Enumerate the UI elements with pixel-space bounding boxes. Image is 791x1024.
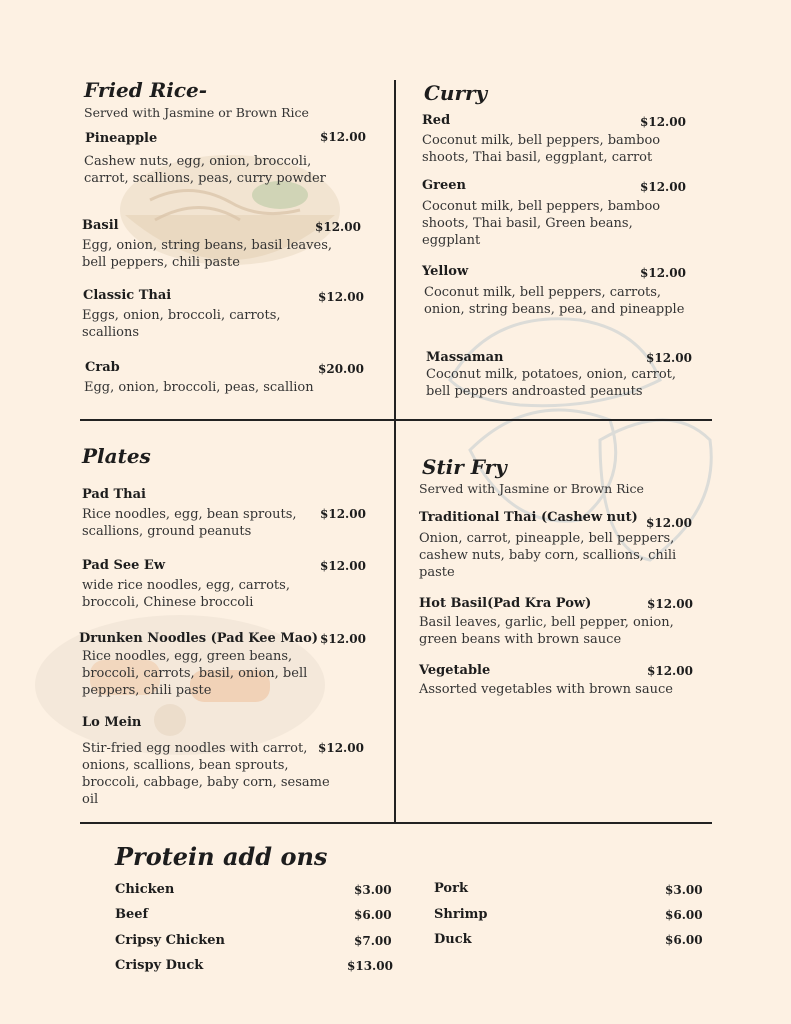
menu-item-price: $12.00 <box>646 516 692 530</box>
menu-item-name: Lo Mein <box>82 715 142 730</box>
menu-item-description: Coconut milk, bell peppers, bamboo shoots, Thai basil, eggplant, carrot <box>422 133 661 165</box>
menu-item-price: $12.00 <box>318 741 364 755</box>
menu-item-description: Coconut milk, bell peppers, carrots, onion, string beans, pea, and pineapple <box>424 285 685 317</box>
protein-name: Crispy Duck <box>115 958 204 973</box>
protein-name: Beef <box>115 907 149 922</box>
middle-horizontal-divider <box>80 419 712 421</box>
menu-item-name: Basil <box>82 218 119 233</box>
menu-item-price: $12.00 <box>320 632 366 646</box>
menu-item-description: wide rice noodles, egg, carrots, broccoli, Chinese broccoli <box>82 578 290 610</box>
protein-price: $6.00 <box>665 908 703 922</box>
protein-price: $7.00 <box>354 934 392 948</box>
menu-item-description: Coconut milk, bell peppers, bamboo shoots, Thai basil, Green beans, eggplant <box>422 199 661 248</box>
menu-item-price: $12.00 <box>640 180 686 194</box>
menu-item-description: Basil leaves, garlic, bell pepper, onion, green beans with brown sauce <box>419 615 674 647</box>
protein-price: $3.00 <box>354 883 392 897</box>
menu-item-price: $20.00 <box>318 362 364 376</box>
menu-item-name: Drunken Noodles (Pad Kee Mao) <box>79 631 318 646</box>
fried-rice-subtitle: Served with Jasmine or Brown Rice <box>84 105 309 120</box>
menu-item-name: Green <box>422 178 466 193</box>
menu-item-description: Stir-fried egg noodles with carrot, onions, scallions, bean sprouts, broccoli, cabbage, baby corn, sesame oil <box>82 741 330 807</box>
center-vertical-divider <box>394 80 396 823</box>
menu-item-price: $12.00 <box>315 220 361 234</box>
menu-item-description: Rice noodles, egg, green beans, broccoli, carrots, basil, onion, bell peppers, chili paste <box>82 649 308 698</box>
protein-name: Cripsy Chicken <box>115 933 226 948</box>
protein-name: Chicken <box>115 882 175 897</box>
menu-item-price: $12.00 <box>646 351 692 365</box>
protein-price: $6.00 <box>665 933 703 947</box>
stir-fry-subtitle: Served with Jasmine or Brown Rice <box>419 481 644 496</box>
menu-item-name: Pad See Ew <box>82 558 166 573</box>
protein-add-ons-title: Protein add ons <box>115 842 328 871</box>
menu-item-description: Egg, onion, string beans, basil leaves, bell peppers, chili paste <box>82 238 333 270</box>
menu-item-description: Eggs, onion, broccoli, carrots, scallions <box>82 308 281 340</box>
protein-name: Pork <box>434 881 468 896</box>
bottom-horizontal-divider <box>80 822 712 824</box>
menu-item-price: $12.00 <box>318 290 364 304</box>
menu-item-name: Yellow <box>422 264 469 279</box>
menu-item-name: Massaman <box>426 350 504 365</box>
plates-title: Plates <box>82 444 151 468</box>
menu-item-name: Red <box>422 113 451 128</box>
menu-item-name: Crab <box>85 360 120 375</box>
menu-item-description: Assorted vegetables with brown sauce <box>419 682 673 697</box>
menu-item-name: Hot Basil(Pad Kra Pow) <box>419 596 592 611</box>
menu-item-description: Coconut milk, potatoes, onion, carrot, bell peppers androasted peanuts <box>426 367 677 399</box>
menu-item-price: $12.00 <box>647 597 693 611</box>
menu-item-name: Pad Thai <box>82 487 146 502</box>
menu-item-name: Pineapple <box>85 131 158 146</box>
menu-item-price: $12.00 <box>320 559 366 573</box>
menu-item-description: Cashew nuts, egg, onion, broccoli, carrot, scallions, peas, curry powder <box>84 154 326 186</box>
menu-item-price: $12.00 <box>640 266 686 280</box>
protein-price: $13.00 <box>347 959 393 973</box>
menu-item-name: Classic Thai <box>83 288 172 303</box>
menu-item-name: Vegetable <box>419 663 491 678</box>
stir-fry-title: Stir Fry <box>422 455 507 479</box>
protein-price: $6.00 <box>354 908 392 922</box>
curry-title: Curry <box>424 81 488 105</box>
protein-price: $3.00 <box>665 883 703 897</box>
fried-rice-title: Fried Rice- <box>84 78 208 102</box>
menu-item-description: Egg, onion, broccoli, peas, scallion <box>84 380 314 395</box>
protein-name: Shrimp <box>434 907 488 922</box>
menu-item-price: $12.00 <box>320 507 366 521</box>
menu-item-name: Traditional Thai (Cashew nut) <box>419 510 638 525</box>
menu-item-description: Rice noodles, egg, bean sprouts, scallions, ground peanuts <box>82 507 297 539</box>
protein-name: Duck <box>434 932 472 947</box>
menu-item-price: $12.00 <box>647 664 693 678</box>
menu-item-price: $12.00 <box>320 130 366 144</box>
menu-item-description: Onion, carrot, pineapple, bell peppers, cashew nuts, baby corn, scallions, chili paste <box>419 531 677 580</box>
menu-item-price: $12.00 <box>640 115 686 129</box>
